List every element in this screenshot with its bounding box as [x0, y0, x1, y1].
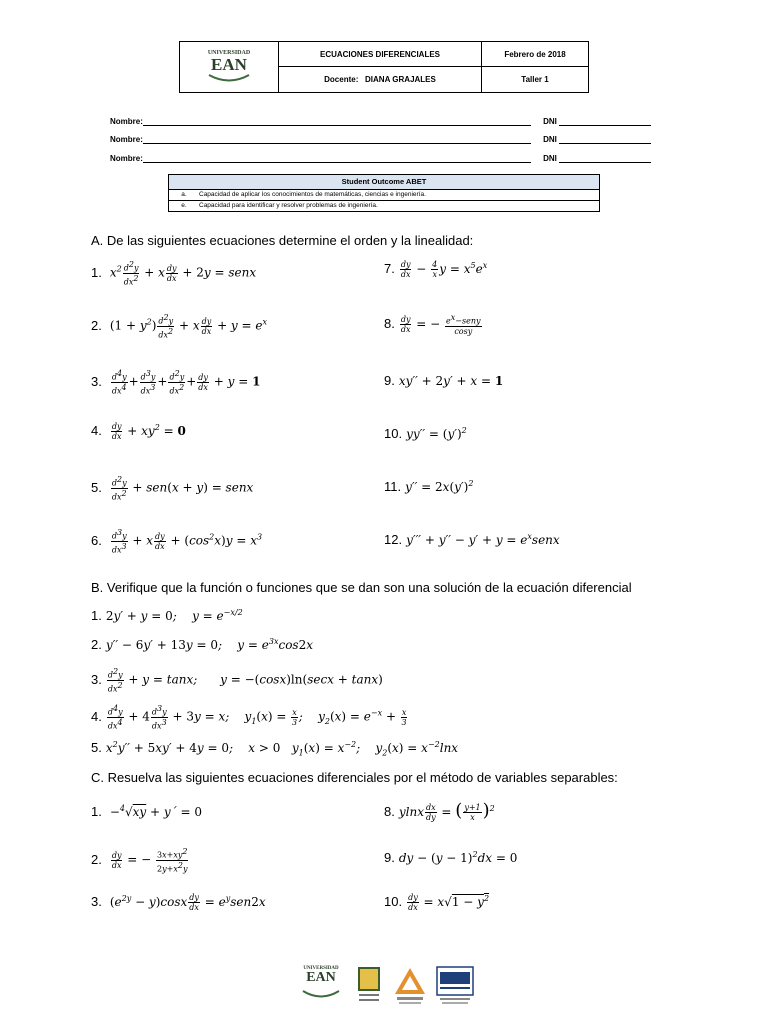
- abet-text: Capacidad de aplicar los conocimientos de matemáticas, ciencias e ingeniería.: [199, 191, 426, 198]
- abet-table: [168, 174, 600, 212]
- dni-label: DNI: [543, 135, 557, 144]
- abet-text: Capacidad para identificar y resolver problemas de ingeniería.: [199, 202, 378, 209]
- section-b-title: B. Verifique que la función o funciones que se dan son una solución de la ecuación diferencial: [91, 580, 632, 595]
- dni-label: DNI: [543, 154, 557, 163]
- equation-b5: 5. $x^2y'' + 5xy' + 4y = 0$; x > 0 $y_1(x) = x^{-2}$; $y_2(x) = x^{-2}\ln x$: [91, 740, 459, 758]
- equation-c8: 8. ylnx $\frac{dx}{dy}$ = ( $\frac{y+1}{x}$ )$^2$: [384, 800, 495, 822]
- teacher-name: DIANA GRAJALES: [365, 75, 436, 84]
- section-a-title: A. De las siguientes ecuaciones determine el orden y la linealidad:: [91, 233, 474, 248]
- abet-logo: [436, 966, 474, 1006]
- footer-logo-ean: [291, 966, 351, 1004]
- equation-a9: 9. xy′′ + 2y′ + x = 1: [384, 373, 504, 388]
- section-c-title: C. Resuelva las siguientes ecuaciones diferenciales por el método de variables separables:: [91, 770, 618, 785]
- equation-a8: 8. $\frac{dy}{dx}$ = − $e^x-seny$ cosy: [384, 313, 481, 336]
- equation-a5: 5. $\frac{d^2y}{dx^2}$ + sen(x + y) = senx: [91, 475, 254, 502]
- name-field[interactable]: [143, 125, 531, 126]
- name-row-2: [110, 135, 651, 144]
- equation-b1: 1. 2y′ + y = 0; $y = e^{-x/2}$: [91, 608, 243, 623]
- name-row-1: [110, 117, 651, 126]
- abet-row: [169, 190, 599, 201]
- equation-a12: 12. $y''' + y'' - y' + y = e^xsenx$: [384, 532, 560, 547]
- equation-a6: 6. $\frac{d^3y}{dx^3}$ + x $\frac{dy}{dx}$ + $(\cos^2x)y = x^3$: [91, 528, 263, 555]
- dni-field[interactable]: [559, 143, 651, 144]
- name-label: Nombre:: [110, 135, 143, 144]
- footer-logo-main: EAN: [306, 970, 336, 985]
- course-title: ECUACIONES DIFERENCIALES: [279, 42, 482, 67]
- abet-key: a.: [181, 191, 187, 198]
- equation-c1: 1. −$^4$√xy + y´ = 0: [91, 804, 202, 819]
- equation-a11: 11. $y'' = 2x(y')^2$: [384, 479, 474, 494]
- name-label: Nombre:: [110, 117, 143, 126]
- date: Febrero de 2018: [482, 42, 588, 67]
- equation-b2: 2. y′′ − 6y′ + 13y = 0; $y = e^{3x}\cos 2x$: [91, 637, 313, 652]
- equation-a2: 2. $(1 + y^2)$ $\frac{d^2y}{dx^2}$ + x $\frac{dy}{dx}$ + $y = e^x$: [91, 313, 268, 340]
- abet-row: [169, 201, 599, 211]
- dni-field[interactable]: [559, 162, 651, 163]
- equation-a7: 7. $\frac{dy}{dx}$ − $\frac{4}{x}$ $y = x^5e^x$: [384, 260, 488, 279]
- abet-title: Student Outcome ABET: [169, 175, 599, 190]
- equation-c2: 2. $\frac{dy}{dx}$ = − $\frac{3x+xy^2}{2y+x^2y}$: [91, 847, 188, 874]
- university-logo: [180, 42, 279, 92]
- equation-b4: 4. $\frac{d^4y}{dx^4}$ + 4 $\frac{d^3y}{dx^3}$ + 3y = x; $y_1(x)$ = $\frac{x}{3}$ ; $y_2(x) = e^{-x}$ + $\frac{x}{3}$: [91, 704, 407, 731]
- name-row-3: [110, 154, 651, 163]
- acbsp-logo: [393, 966, 427, 1006]
- logo-main-text: EAN: [211, 55, 247, 74]
- equation-a4: 4. $\frac{dy}{dx}$ + $xy^2 = 0$: [91, 422, 186, 441]
- abet-key: e.: [181, 202, 187, 209]
- name-field[interactable]: [143, 162, 531, 163]
- equation-a10: 10. $yy'' = (y')^2$: [384, 426, 467, 441]
- name-label: Nombre:: [110, 154, 143, 163]
- teacher: [279, 67, 482, 92]
- dni-field[interactable]: [559, 125, 651, 126]
- equation-c10: 10. $\frac{dy}{dx}$ = $x√1 - y^2$: [384, 893, 490, 912]
- equation-c9: 9. dy − $(y - 1)^2dx = 0$: [384, 850, 518, 865]
- equation-a1: 1. $x^2$ $\frac{d^2y}{dx^2}$ + x $\frac{dy}{dx}$ + 2y = senx: [91, 260, 257, 287]
- teacher-label: Docente:: [324, 75, 359, 84]
- header-table: [179, 41, 589, 93]
- footer-logo-text: UNIVERSIDAD: [303, 966, 339, 971]
- name-field[interactable]: [143, 143, 531, 144]
- equation-c3: 3. $(e^{2y} - y)\cos x$ $\frac{dy}{dx}$ = $e^ysen2x$: [91, 893, 266, 912]
- logo-top-text: UNIVERSIDAD: [207, 50, 251, 56]
- equation-b3: 3. $\frac{d^2y}{dx^2}$ + y = tanx; y = −(cosx)ln(secx + tanx): [91, 667, 383, 694]
- dni-label: DNI: [543, 117, 557, 126]
- accreditation-logo: [357, 966, 381, 1006]
- workshop: Taller 1: [521, 75, 549, 84]
- equation-a3: 3. $\frac{d^4y}{dx^4}$ + $\frac{d^3y}{dx^3}$ + $\frac{d^2y}{dx^2}$ + $\frac{dy}{dx}$ + y = 1: [91, 369, 261, 396]
